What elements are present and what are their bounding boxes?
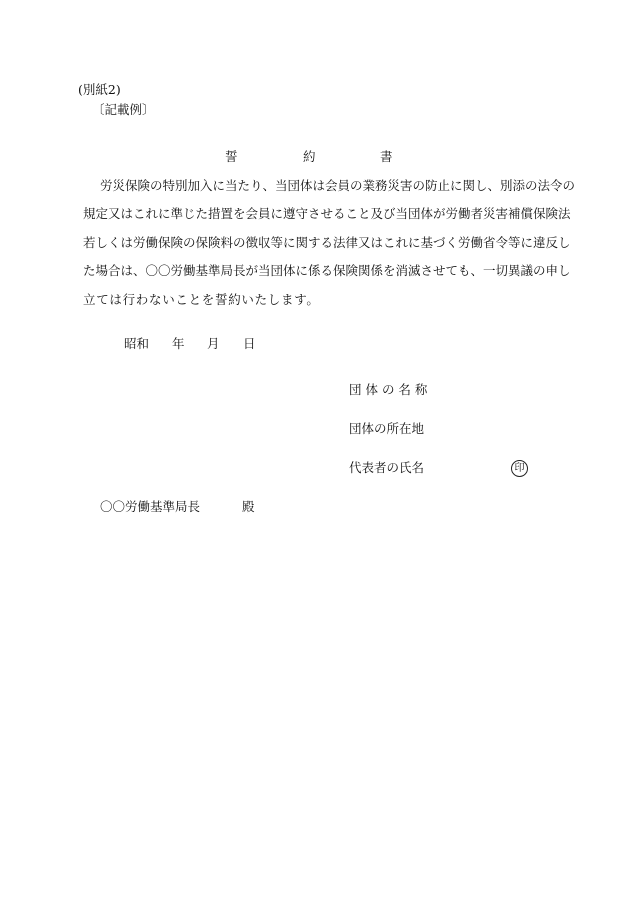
representative-label: 代表者の氏名 xyxy=(349,460,425,475)
title-char: 約 xyxy=(303,149,316,164)
org-name-label: 団 体 の 名 称 xyxy=(349,382,428,397)
annex-label: (別紙2) xyxy=(78,82,121,97)
org-address-label: 団体の所在地 xyxy=(349,421,425,436)
body-line: 労災保険の特別加入に当たり、当団体は会員の業務災害の防止に関し、別添の法令の xyxy=(100,178,576,193)
addressee-name: 〇〇労働基準局長 xyxy=(100,499,201,514)
body-line: 若しくは労働保険の保険料の徴収等に関する法律又はこれに基づく労働省令等に違反し xyxy=(83,235,571,250)
body-line: た場合は、〇〇労働基準局長が当団体に係る保険関係を消滅させても、一切異議の申し xyxy=(83,263,571,278)
title-char: 誓 xyxy=(225,149,238,164)
date-month: 月 xyxy=(207,336,220,351)
seal-icon: 印 xyxy=(511,460,528,477)
body-line: 立ては行わないことを誓約いたします。 xyxy=(83,292,320,307)
body-line: 規定又はこれに準じた措置を会員に遵守させること及び当団体が労働者災害補償保険法 xyxy=(83,206,571,221)
date-day: 日 xyxy=(243,336,256,351)
addressee-honorific: 殿 xyxy=(242,499,255,514)
example-label: 〔記載例〕 xyxy=(92,102,155,117)
date-year: 年 xyxy=(172,336,185,351)
title-char: 書 xyxy=(380,149,393,164)
date-era: 昭和 xyxy=(124,336,150,351)
